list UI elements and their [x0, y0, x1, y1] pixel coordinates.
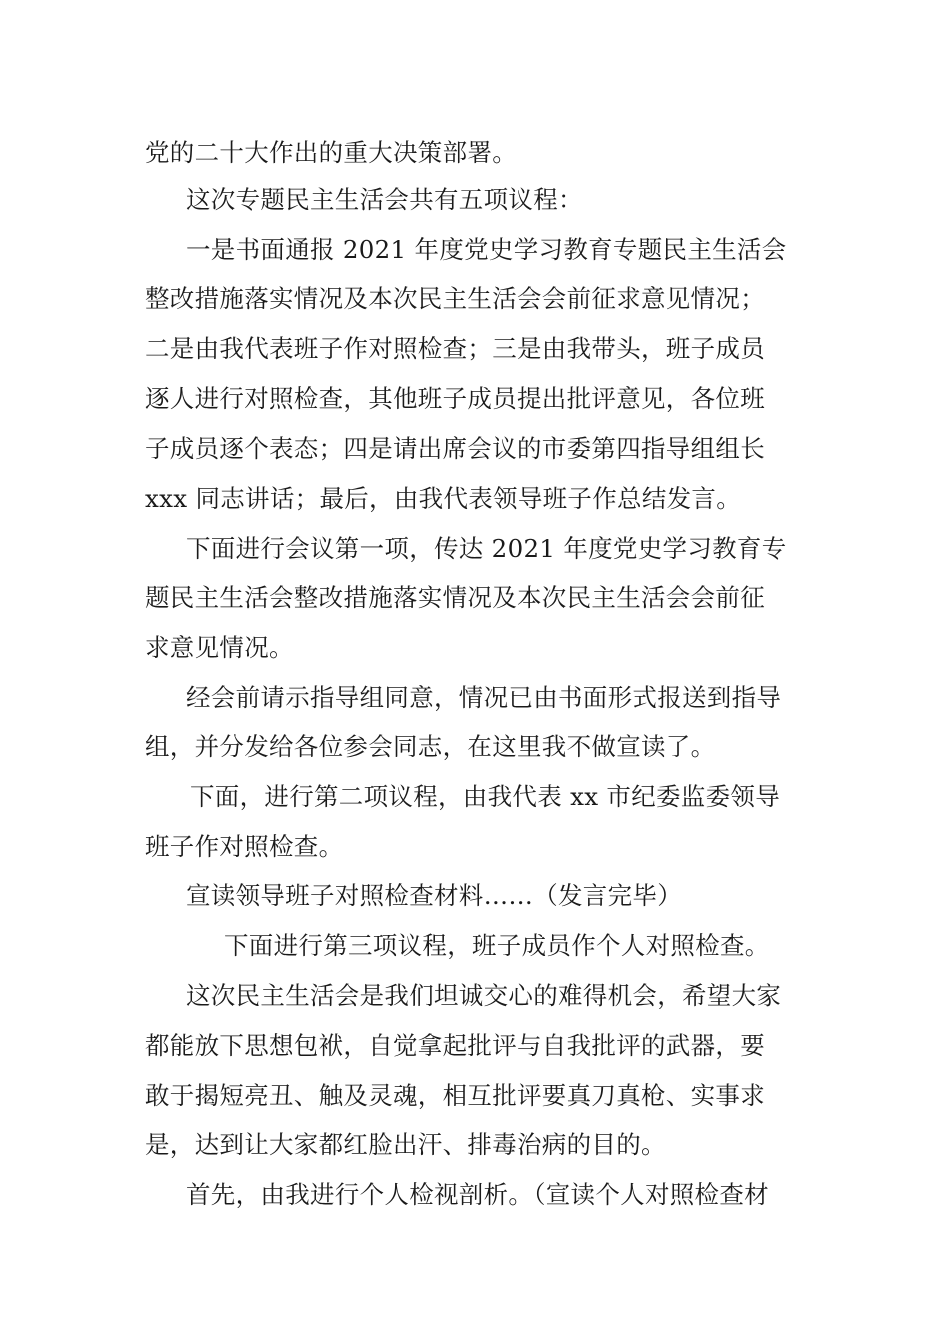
text-line: 这次民主生活会是我们坦诚交心的难得机会，希望大家	[186, 981, 782, 1010]
text-line: 下面进行第三项议程，班子成员作个人对照检查。	[224, 931, 770, 960]
text-line: 子成员逐个表态；四是请出席会议的市委第四指导组组长	[145, 434, 765, 463]
text-line: 组，并分发给各位参会同志，在这里我不做宣读了。	[145, 732, 716, 761]
text-line: 宣读领导班子对照检查材料……（发言完毕）	[186, 881, 682, 910]
text-line: 首先，由我进行个人检视剖析。（宣读个人对照检查材	[186, 1180, 769, 1209]
text-line: 逐人进行对照检查，其他班子成员提出批评意见，各位班	[145, 384, 765, 413]
text-line: 题民主生活会整改措施落实情况及本次民主生活会会前征	[145, 583, 765, 612]
text-line: 下面，进行第二项议程，由我代表 xx 市纪委监委领导	[190, 782, 781, 811]
text-line: 二是由我代表班子作对照检查；三是由我带头，班子成员	[145, 334, 765, 363]
text-line: 整改措施落实情况及本次民主生活会会前征求意见情况；	[145, 284, 765, 313]
text-line: 求意见情况。	[145, 633, 294, 662]
text-line: 是，达到让大家都红脸出汗、排毒治病的目的。	[145, 1130, 666, 1159]
text-line: 下面进行会议第一项，传达 2021 年度党史学习教育专	[186, 534, 787, 563]
text-line: 这次专题民主生活会共有五项议程：	[186, 185, 583, 214]
text-line: 班子作对照检查。	[145, 832, 344, 861]
text-line: 一是书面通报 2021 年度党史学习教育专题民主生活会	[186, 235, 787, 264]
text-line: 党的二十大作出的重大决策部署。	[145, 138, 517, 167]
text-line: 经会前请示指导组同意，情况已由书面形式报送到指导	[186, 683, 782, 712]
text-line: 敢于揭短亮丑、触及灵魂，相互批评要真刀真枪、实事求	[145, 1081, 765, 1110]
text-line: xxx 同志讲话；最后，由我代表领导班子作总结发言。	[145, 484, 742, 513]
text-line: 都能放下思想包袱，自觉拿起批评与自我批评的武器，要	[145, 1031, 765, 1060]
